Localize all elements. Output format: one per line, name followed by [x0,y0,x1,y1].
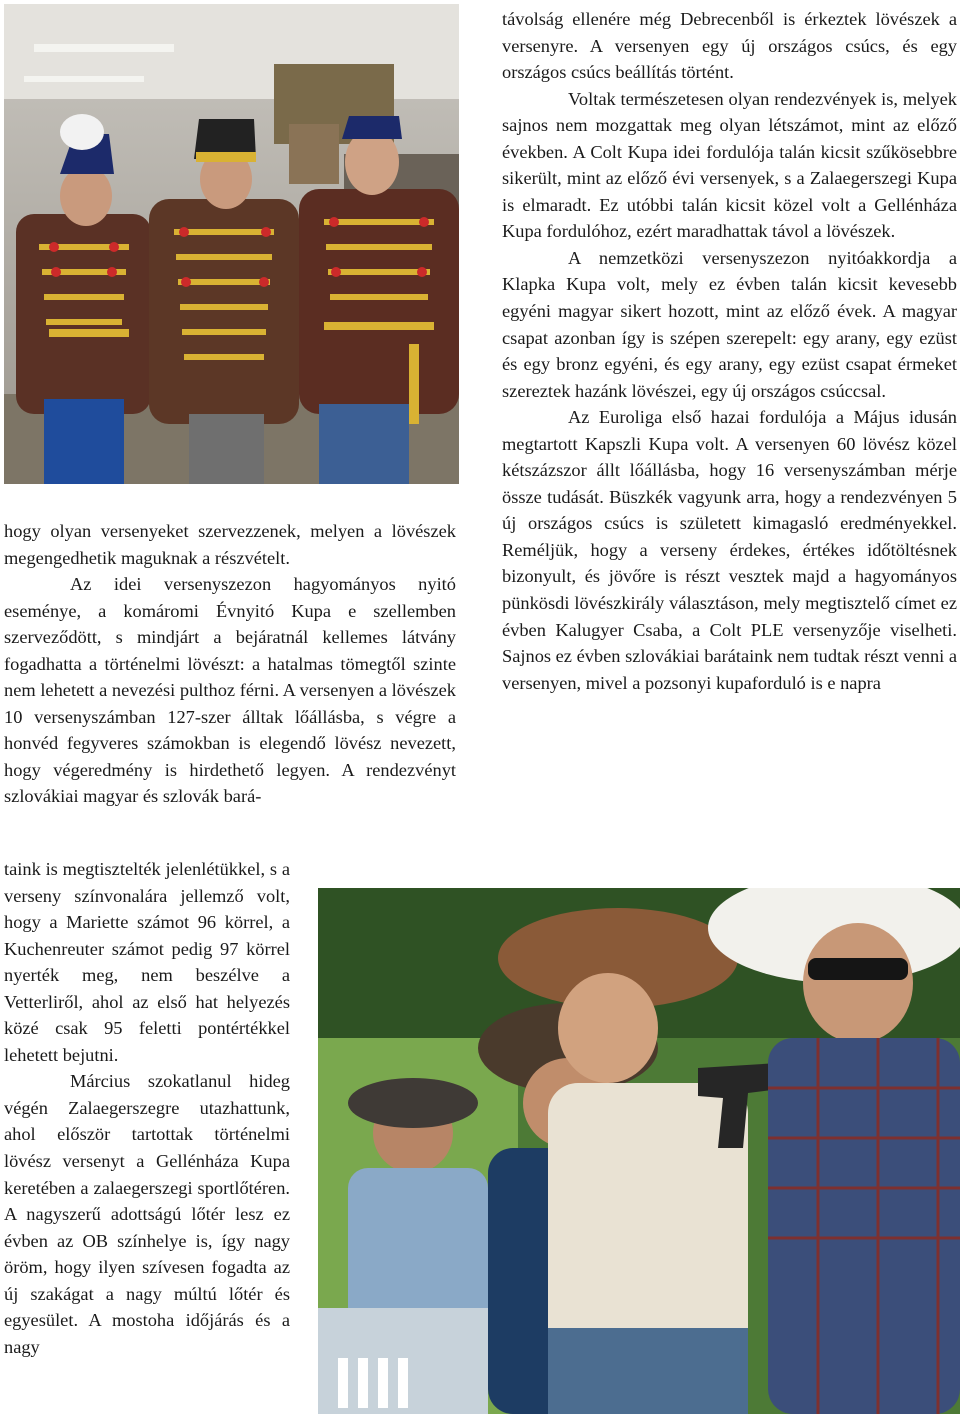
paragraph: Az idei versenyszezon hagyományos nyitó eseménye, a komáromi Évnyitó Kupa e szellemben szerveződött, s mindjárt a bejáratnál kellemes látvány fogadhatta a történelmi lövészt: a hatalmas tömegtől szinte nem lehetett a nevezési pulthoz férni. A versenyen a lövészek 10 versenyszámban 127-szer álltak lőállásba, s végre a honvéd fegyveres számokban is elegendő lövész nevezett, hogy végeredmény is hirdethető legyen. A rendezvényt szlovákiai magyar és szlovák bará- [4,574,456,807]
left-column-bottom-text [4,856,290,1360]
paragraph: A nemzetközi versenyszezon nyitóakkordja a Klapka Kupa volt, mely ez évben talán kicsit kevesebb egyéni magyar sikert hozott, mint az előző évek. A magyar csapat azonban így is szépen szerepelt: egy arany, egy ezüst és egy bronz egyéni, és egy arany, egy ezüst csapat érmeket szereztek hazánk lövészei, egy új országos csúccsal. [502,247,957,401]
paragraph: Voltak természetesen olyan rendezvények is, melyek sajnos nem mozgattak meg olyan létszámot, mint az előző években. A Colt Kupa idei fordulója talán kicsit szűkösebbre sikerült, mint az előző évi versenyek, s a Zalaegerszegi Kupa is elmaradt. Ez utóbbi talán kicsit közel volt a Gellénháza Kupa fordulóhoz, ezért maradhattak távol a lövészek. [502,88,957,242]
shooters-photo [318,888,960,1414]
paragraph: Az Euroliga első hazai fordulója a Május idusán megtartott Kapszli Kupa volt. A versenyen 60 lövész közel kétszázszor állt lőállásba, hogy 16 versenyszámban mérje össze tudását. Büszkék vagyunk arra, hogy a rendezvényen 5 új országos csúcs is született kimagasló eredményekkel. Reméljük, hogy a verseny érdekes, értékes időtöltésnek bizonyult, és jövőre is részt vesztek majd a hagyományos pünkösdi lövészkirály választáson, mely megtisztelő címet ez évben Kalugyer Csaba, a Colt PLE versenyzője viselheti. Sajnos ez évben szlovákiai barátaink nem tudtak részt venni a versenyen, mivel a pozsonyi kupaforduló is e napra [502,407,958,693]
left-column-top-text [4,518,456,810]
paragraph: távolság ellenére még Debrecenből is érkeztek lövészek a versenyre. A versenyen egy új országos csúcs, és egy országos csúcs beállítás történt. [502,9,957,83]
paragraph: taink is megtisztelték jelenlétükkel, s a verseny színvonalára jellemző volt, hogy a Mariette számot 96 körrel, a Kuchenreuter számot pedig 97 körrel nyerték meg, nem beszélve a Vetterliről, ahol az első hat helyezés közé csak 95 feletti pontértékkel lehetett bejutni. [4,859,290,1065]
paragraph: Március szokatlanul hideg végén Zalaegerszegre utazhattunk, ahol először tartottak történelmi lövész versenyt a Gellénháza Kupa keretében a zalaegerszegi sportlőtéren. A nagyszerű adottságú lőtér lesz ez évben az OB színhelye is, így nagy öröm, hogy ilyen szívesen fogadta az új szakágat a nagy múltú lőtér és egyesület. A mostoha időjárás és a nagy [4,1071,290,1357]
right-column-text [502,6,957,696]
shooters-photo-illustration [318,888,960,1414]
paragraph: hogy olyan versenyeket szervezzenek, melyen a lövészek megengedhetik maguknak a részvételt. [4,521,456,568]
hussar-photo-illustration [4,4,459,484]
hussar-uniforms-photo [4,4,459,484]
